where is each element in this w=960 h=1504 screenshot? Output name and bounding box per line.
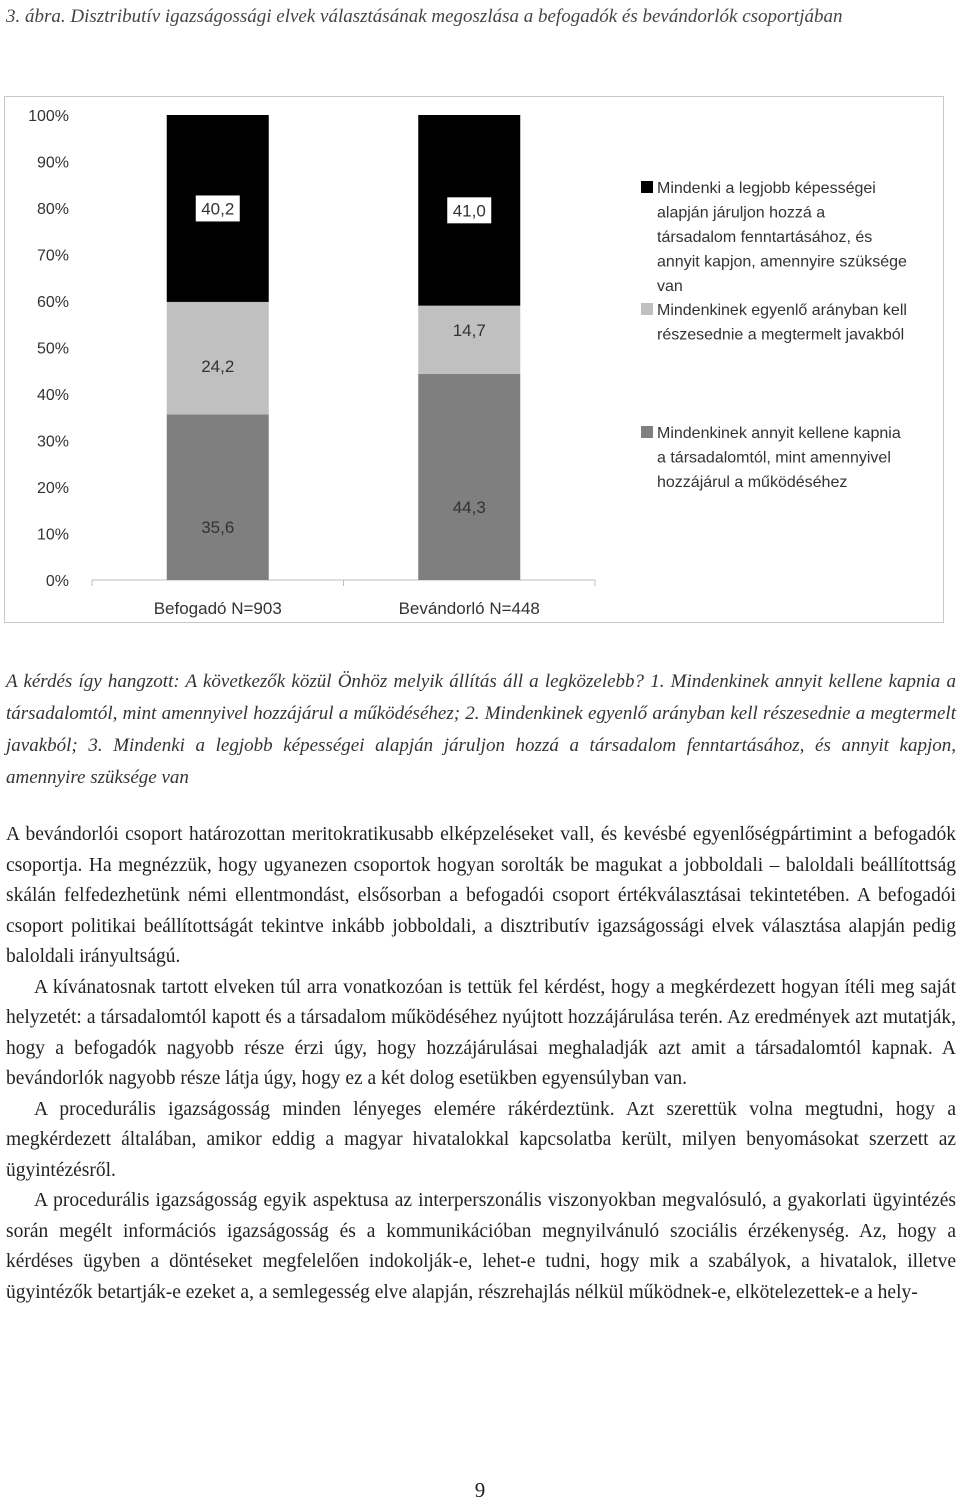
paragraph-4: A procedurális igazságosság egyik aspektusa az interperszonális viszonyokban megvalósuló, a gyakorlati ügyintézés során megélt információs igazságosság és a kommunikációban megnyilvánuló szociális érzékenység. Az, hogy a kérdéses ügyben a döntéseket megfelelően indokolják-e, lehet-e tudni, hogy mik a szabályok, a hivatalok, illetve ügyintézők betartják-e ezeket a, a semlegesség elve alapján, részrehajlás nélkül működnek-e, elkötelezettek-e a hely- [6,1190,956,1303]
x-tick-label: Bevándorló N=448 [398,599,540,618]
data-label: 14,7 [452,320,486,340]
legend-label: a társadalomtól, mint amennyivel [657,449,891,467]
paragraph-2: A kívánatosnak tartott elveken túl arra vonatkozóan is tettük fel kérdést, hogy a megkérdezett hogyan ítéli meg saját helyzetét: a társadalomtól kapott és a társadalom működéséhez nyújtott hozzájárulása terén. Az eredmények azt mutatják, hogy a befogadók nagyobb része érzi úgy, hogy hozzájárulásai meghaladják azt amit a társadalomtól kapnak. A bevándorlók nagyobb része látja úgy, hogy ez a két dolog esetükben egyensúlyban van. [6,976,956,1089]
paragraph-1: A bevándorlói csoport határozottan meritokratikusabb elképzeléseket vall, és kevésbé egyenlőségpártimint a befogadók csoportja. Ha megnézzük, hogy ugyanezen csoportok hogyan sorolták be magukat a jobboldali – baloldali beállítottság skálán felfedezhetünk némi ellentmondást, elsősorban a befogadói csoport értékválasztásai tekintetében. A befogadói csoport politikai beállítottságát tekintve inkább jobboldali, a disztributív igazságossági elvek választása alapján pedig baloldali irányultságú. [6,824,956,967]
paragraph-3: A procedurális igazságosság minden lényeges elemére rákérdeztünk. Azt szerettük volna megtudni, hogy a megkérdezett általában, amikor eddig a magyar hivatalokkal kapcsolatba került, milyen benyomásokat szerzett az ügyintézésről. [6,1098,956,1181]
legend-label: Mindenkinek egyenlő arányban kell [657,302,907,319]
page-number: 9 [474,1478,486,1502]
y-tick-label: 90% [36,154,69,172]
legend-label: alapján járuljon hozzá a [657,204,826,222]
y-tick-label: 60% [36,294,69,311]
bar-segment [418,374,520,580]
data-label: 35,6 [201,518,235,538]
y-tick-label: 100% [28,108,69,125]
y-tick-label: 50% [36,340,69,358]
bar-segment [167,414,269,580]
legend-label: Mindenkinek annyit kellene kapnia [657,425,901,442]
y-tick-label: 30% [36,433,69,451]
legend-label: van [657,278,683,295]
legend-label: társadalom fenntartásához, és [657,229,873,246]
legend-label: hozzájárul a működéséhez [657,474,848,491]
legend-swatch [641,181,653,193]
legend-swatch [641,303,653,315]
body-text [6,820,956,1308]
data-label: 24,2 [201,357,235,377]
data-label: 41,0 [452,201,486,221]
y-tick-label: 80% [36,201,69,218]
question-note: A kérdés így hangzott: A következők közül Önhöz melyik állítás áll a legközelebb? 1. Mindenkinek annyit kellene kapnia a társadalomtól, mint amennyivel hozzájárul a működéséhez; 2. Mindenkinek egyenlő arányban kell részesednie a megtermelt javakból; 3. Mindenki a legjobb képességei alapján járuljon hozzá a társadalom fenntartásához, és annyit kapjon, amennyire szüksége van [6,671,956,788]
y-tick-label: 10% [36,526,69,544]
y-tick-label: 40% [36,387,69,404]
data-label: 44,3 [452,498,486,518]
stacked-bar-chart [5,97,943,622]
figure-caption-title: Disztributív igazságossági elvek választásának megoszlása a befogadók és bevándorlók csoportjában [70,6,843,27]
legend-swatch [641,426,653,438]
legend-label: Mindenki a legjobb képességei [657,180,876,197]
y-tick-label: 0% [45,573,69,590]
y-tick-label: 20% [36,480,69,497]
legend-label: részesednie a megtermelt javakból [657,326,905,344]
x-tick-label: Befogadó N=903 [153,599,282,618]
y-tick-label: 70% [36,247,69,265]
chart-frame [4,96,944,623]
figure-caption-prefix: 3. ábra. [6,6,66,27]
figure-caption [6,2,946,32]
legend-label: annyit kapjon, amennyire szüksége [657,253,907,271]
data-label: 40,2 [201,199,235,219]
